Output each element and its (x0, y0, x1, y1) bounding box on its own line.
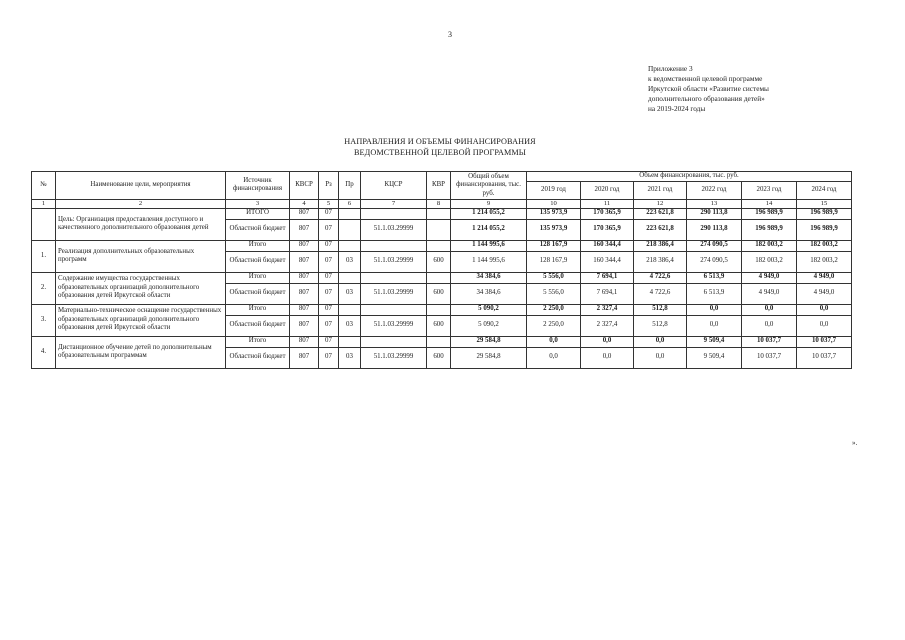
header-source: Источник финансирования (226, 172, 290, 200)
year-amount: 10 037,7 (797, 347, 852, 368)
funding-source: Итого (226, 240, 290, 251)
header-kcsr: КЦСР (361, 172, 427, 200)
year-amount: 160 344,4 (581, 251, 634, 272)
header-year: 2021 год (634, 181, 687, 199)
year-amount: 0,0 (797, 315, 852, 336)
year-amount: 135 973,9 (527, 208, 581, 219)
appendix-note (648, 64, 769, 114)
header-year: 2020 год (581, 181, 634, 199)
column-number: 9 (451, 199, 527, 208)
pr-cell: 03 (339, 283, 361, 304)
year-amount: 196 989,9 (797, 219, 852, 240)
row-name: Содержание имущества государственных образовательных организаций дополнительного образования детей Иркутской области (56, 272, 226, 304)
kvr-cell (427, 208, 451, 219)
year-amount: 2 250,0 (527, 315, 581, 336)
year-amount: 170 365,9 (581, 208, 634, 219)
year-amount: 0,0 (797, 304, 852, 315)
table-row (32, 304, 852, 315)
funding-source: Областной бюджет (226, 315, 290, 336)
year-amount: 0,0 (581, 347, 634, 368)
header-year: 2024 год (797, 181, 852, 199)
title-line: ВЕДОМСТВЕННОЙ ЦЕЛЕВОЙ ПРОГРАММЫ (354, 148, 526, 157)
kvr-cell (427, 272, 451, 283)
kcsr-cell: 51.1.03.29999 (361, 283, 427, 304)
row-name: Материально-техническое оснащение государственных образовательных организаций дополнительного образования детей Иркутской области (56, 304, 226, 336)
year-amount: 218 386,4 (634, 240, 687, 251)
total-amount: 5 090,2 (451, 304, 527, 315)
header-kvsr: КВСР (290, 172, 319, 200)
kcsr-cell (361, 240, 427, 251)
document-title (300, 136, 580, 158)
year-amount: 0,0 (581, 336, 634, 347)
year-amount: 135 973,9 (527, 219, 581, 240)
year-amount: 6 513,9 (687, 272, 742, 283)
header-year: 2023 год (742, 181, 797, 199)
kvsr-cell: 807 (290, 336, 319, 347)
year-amount: 182 003,2 (797, 240, 852, 251)
total-amount: 34 384,6 (451, 272, 527, 283)
total-amount: 29 584,8 (451, 336, 527, 347)
year-amount: 0,0 (634, 336, 687, 347)
year-amount: 182 003,2 (797, 251, 852, 272)
table-row (32, 208, 852, 219)
row-number (32, 208, 56, 240)
funding-source: ИТОГО (226, 208, 290, 219)
column-number: 13 (687, 199, 742, 208)
rz-cell: 07 (319, 347, 339, 368)
appendix-line: к ведомственной целевой программе (648, 74, 763, 83)
total-amount: 1 214 055,2 (451, 208, 527, 219)
column-number: 12 (634, 199, 687, 208)
row-number: 1. (32, 240, 56, 272)
header-name: Наименование цели, мероприятия (56, 172, 226, 200)
table-row (32, 240, 852, 251)
column-number: 14 (742, 199, 797, 208)
total-amount: 5 090,2 (451, 315, 527, 336)
kcsr-cell: 51.1.03.29999 (361, 219, 427, 240)
row-number: 4. (32, 336, 56, 368)
year-amount: 512,8 (634, 315, 687, 336)
year-amount: 290 113,8 (687, 208, 742, 219)
row-number: 3. (32, 304, 56, 336)
kvr-cell (427, 336, 451, 347)
year-amount: 170 365,9 (581, 219, 634, 240)
year-amount: 2 250,0 (527, 304, 581, 315)
funding-source: Областной бюджет (226, 251, 290, 272)
kcsr-cell: 51.1.03.29999 (361, 251, 427, 272)
year-amount: 2 327,4 (581, 304, 634, 315)
column-number: 8 (427, 199, 451, 208)
rz-cell: 07 (319, 240, 339, 251)
total-amount: 1 144 995,6 (451, 240, 527, 251)
kvsr-cell: 807 (290, 208, 319, 219)
header-row (32, 172, 852, 182)
funding-source: Итого (226, 272, 290, 283)
year-amount: 223 621,8 (634, 219, 687, 240)
year-amount: 7 694,1 (581, 272, 634, 283)
year-amount: 4 949,0 (742, 283, 797, 304)
appendix-line: Иркутской области «Развитие системы (648, 84, 769, 93)
year-amount: 4 949,0 (742, 272, 797, 283)
column-number: 4 (290, 199, 319, 208)
year-amount: 10 037,7 (742, 347, 797, 368)
header-pr: Пр (339, 172, 361, 200)
header-year: 2019 год (527, 181, 581, 199)
kcsr-cell (361, 336, 427, 347)
kvsr-cell: 807 (290, 283, 319, 304)
kvr-cell: 600 (427, 347, 451, 368)
year-amount: 0,0 (634, 347, 687, 368)
year-amount: 196 989,9 (797, 208, 852, 219)
row-number: 2. (32, 272, 56, 304)
year-amount: 4 949,0 (797, 283, 852, 304)
header-year: 2022 год (687, 181, 742, 199)
year-amount: 0,0 (742, 304, 797, 315)
kcsr-cell (361, 304, 427, 315)
year-amount: 4 722,6 (634, 283, 687, 304)
funding-source: Областной бюджет (226, 283, 290, 304)
rz-cell: 07 (319, 272, 339, 283)
header-by-year: Объем финансирования, тыс. руб. (527, 172, 852, 182)
year-amount: 274 090,5 (687, 251, 742, 272)
column-numbers-row (32, 199, 852, 208)
kvsr-cell: 807 (290, 347, 319, 368)
total-amount: 1 214 055,2 (451, 219, 527, 240)
pr-cell (339, 208, 361, 219)
rz-cell: 07 (319, 315, 339, 336)
kcsr-cell: 51.1.03.29999 (361, 347, 427, 368)
year-amount: 6 513,9 (687, 283, 742, 304)
year-amount: 0,0 (742, 315, 797, 336)
year-amount: 274 090,5 (687, 240, 742, 251)
column-number: 5 (319, 199, 339, 208)
year-amount: 9 509,4 (687, 336, 742, 347)
year-amount: 512,8 (634, 304, 687, 315)
kvr-cell: 600 (427, 251, 451, 272)
header-rz: Рз (319, 172, 339, 200)
funding-source: Итого (226, 304, 290, 315)
financing-table (31, 171, 852, 369)
year-amount: 0,0 (527, 347, 581, 368)
end-mark: ». (852, 439, 858, 447)
kvsr-cell: 807 (290, 304, 319, 315)
rz-cell: 07 (319, 251, 339, 272)
year-amount: 128 167,9 (527, 240, 581, 251)
pr-cell: 03 (339, 315, 361, 336)
pr-cell (339, 219, 361, 240)
year-amount: 9 509,4 (687, 347, 742, 368)
kcsr-cell: 51.1.03.29999 (361, 315, 427, 336)
kvsr-cell: 807 (290, 315, 319, 336)
year-amount: 223 621,8 (634, 208, 687, 219)
column-number: 15 (797, 199, 852, 208)
title-line: НАПРАВЛЕНИЯ И ОБЪЕМЫ ФИНАНСИРОВАНИЯ (344, 137, 536, 146)
total-amount: 1 144 995,6 (451, 251, 527, 272)
pr-cell: 03 (339, 347, 361, 368)
kcsr-cell (361, 272, 427, 283)
year-amount: 182 003,2 (742, 251, 797, 272)
year-amount: 0,0 (687, 315, 742, 336)
rz-cell: 07 (319, 219, 339, 240)
year-amount: 128 167,9 (527, 251, 581, 272)
funding-source: Областной бюджет (226, 219, 290, 240)
column-number: 7 (361, 199, 427, 208)
year-amount: 10 037,7 (742, 336, 797, 347)
rz-cell: 07 (319, 336, 339, 347)
table-row (32, 272, 852, 283)
year-amount: 196 989,9 (742, 208, 797, 219)
row-name: Дистанционное обучение детей по дополнительным образовательным программам (56, 336, 226, 368)
column-number: 3 (226, 199, 290, 208)
kvr-cell: 600 (427, 315, 451, 336)
kvsr-cell: 807 (290, 272, 319, 283)
row-name: Реализация дополнительных образовательных программ (56, 240, 226, 272)
header-total: Общий объем финансирования, тыс. руб. (451, 172, 527, 200)
pr-cell (339, 304, 361, 315)
rz-cell: 07 (319, 283, 339, 304)
year-amount: 196 989,9 (742, 219, 797, 240)
column-number: 10 (527, 199, 581, 208)
kvr-cell (427, 304, 451, 315)
pr-cell (339, 336, 361, 347)
kvr-cell (427, 219, 451, 240)
pr-cell (339, 240, 361, 251)
pr-cell (339, 272, 361, 283)
appendix-line: Приложение 3 (648, 64, 693, 73)
year-amount: 290 113,8 (687, 219, 742, 240)
column-number: 1 (32, 199, 56, 208)
kcsr-cell (361, 208, 427, 219)
year-amount: 0,0 (687, 304, 742, 315)
year-amount: 7 694,1 (581, 283, 634, 304)
year-amount: 218 386,4 (634, 251, 687, 272)
appendix-line: дополнительного образования детей» (648, 94, 765, 103)
year-amount: 182 003,2 (742, 240, 797, 251)
rz-cell: 07 (319, 304, 339, 315)
header-num: № (32, 172, 56, 200)
total-amount: 34 384,6 (451, 283, 527, 304)
year-amount: 5 556,0 (527, 272, 581, 283)
kvsr-cell: 807 (290, 240, 319, 251)
header-kvr: КВР (427, 172, 451, 200)
funding-source: Итого (226, 336, 290, 347)
row-name: Цель: Организация предоставления доступного и качественного дополнительного образования детей (56, 208, 226, 240)
table-row (32, 336, 852, 347)
rz-cell: 07 (319, 208, 339, 219)
page-number: 3 (448, 30, 452, 39)
kvr-cell (427, 240, 451, 251)
appendix-line: на 2019-2024 годы (648, 104, 706, 113)
kvsr-cell: 807 (290, 219, 319, 240)
column-number: 11 (581, 199, 634, 208)
total-amount: 29 584,8 (451, 347, 527, 368)
pr-cell: 03 (339, 251, 361, 272)
year-amount: 0,0 (527, 336, 581, 347)
funding-source: Областной бюджет (226, 347, 290, 368)
kvr-cell: 600 (427, 283, 451, 304)
kvsr-cell: 807 (290, 251, 319, 272)
year-amount: 5 556,0 (527, 283, 581, 304)
column-number: 6 (339, 199, 361, 208)
year-amount: 160 344,4 (581, 240, 634, 251)
year-amount: 4 949,0 (797, 272, 852, 283)
year-amount: 2 327,4 (581, 315, 634, 336)
year-amount: 10 037,7 (797, 336, 852, 347)
year-amount: 4 722,6 (634, 272, 687, 283)
column-number: 2 (56, 199, 226, 208)
